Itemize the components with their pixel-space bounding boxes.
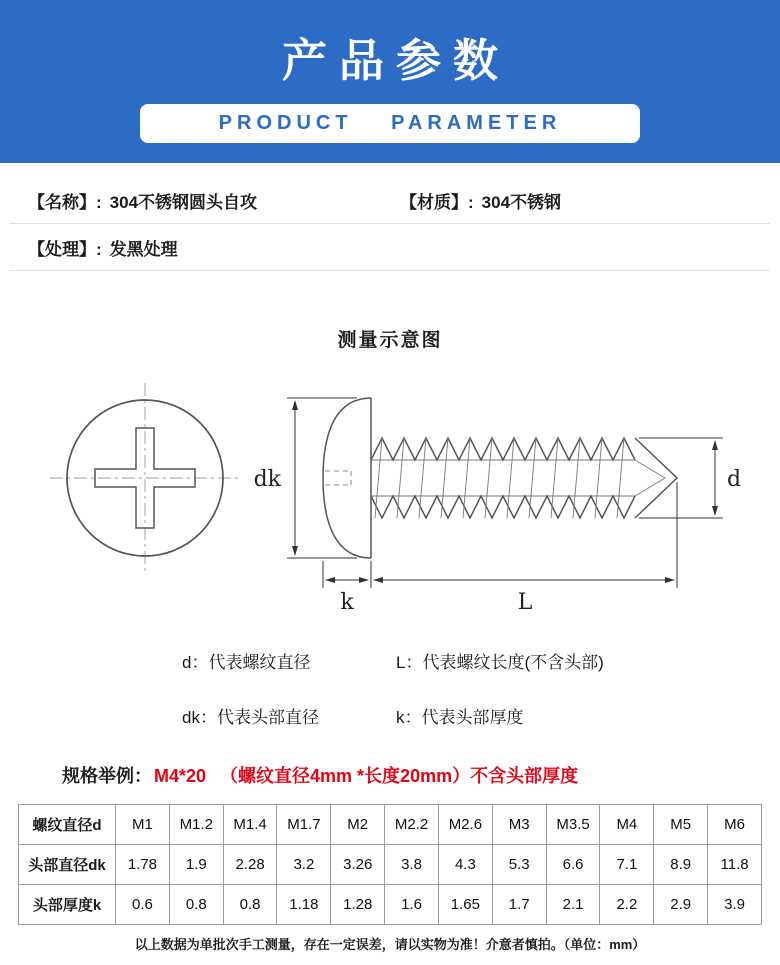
table-row-head-diameter [19, 845, 762, 885]
treatment-label: 【处理】: [28, 239, 102, 259]
screw-measurement-diagram [25, 368, 755, 618]
info-item-material [400, 188, 561, 213]
table-cell: M1.4 [223, 805, 277, 845]
table-cell: 0.6 [116, 885, 170, 925]
table-cell: M4 [600, 805, 654, 845]
name-value: 304不锈钢圆头自攻 [109, 192, 258, 212]
table-cell: 11.8 [708, 845, 762, 885]
dimension-legend [0, 648, 780, 728]
table-cell: 1.6 [385, 885, 439, 925]
treatment-value: 发黑处理 [109, 239, 178, 259]
dimension-k [323, 561, 371, 588]
table-cell: M6 [708, 805, 762, 845]
table-cell: 1.18 [277, 885, 331, 925]
spec-table [18, 804, 762, 925]
thread-core-lines [371, 460, 635, 496]
screw-side-view [323, 398, 677, 558]
diagram-title: 测量示意图 [337, 330, 443, 351]
table-cell: 1.78 [116, 845, 170, 885]
table-cell: 1.65 [438, 885, 492, 925]
table-cell: 2.1 [546, 885, 600, 925]
table-cell: 5.3 [492, 845, 546, 885]
table-cell: M2.6 [438, 805, 492, 845]
table-cell: 3.9 [708, 885, 762, 925]
page-subtitle: PRODUCT PARAMETER [140, 104, 640, 143]
info-item-name [28, 188, 400, 213]
d-label: d [727, 467, 742, 492]
table-cell: 3.26 [331, 845, 385, 885]
table-cell: M5 [654, 805, 708, 845]
info-row-2 [10, 224, 770, 271]
legend-L: L：代表螺纹长度(不含头部) [396, 653, 604, 672]
spec-model: M4*20 [154, 766, 207, 786]
table-cell: M1 [116, 805, 170, 845]
head-profile [323, 398, 371, 558]
table-cell: 2.2 [600, 885, 654, 925]
table-cell: 7.1 [600, 845, 654, 885]
legend-k: k：代表头部厚度 [396, 708, 524, 727]
info-row-1 [10, 177, 770, 224]
k-label: k [340, 590, 354, 615]
info-section [10, 177, 770, 271]
legend-row-2 [0, 703, 780, 728]
spec-detail: （螺纹直径4mm *长度20mm）不含头部厚度 [220, 766, 579, 786]
row-label: 螺纹直径d [19, 805, 116, 845]
dimension-d [639, 438, 723, 518]
table-cell: M2.2 [385, 805, 439, 845]
row-label: 头部厚度k [19, 885, 116, 925]
table-cell: 1.7 [492, 885, 546, 925]
thread-top-zigzag [371, 438, 635, 460]
legend-d: d：代表螺纹直径 [182, 653, 311, 672]
table-cell: M2 [331, 805, 385, 845]
disclaimer-note: 以上数据为单批次手工测量，存在一定误差，请以实物为准！介意者慎拍。（单位：mm） [134, 937, 646, 952]
table-cell: 1.9 [169, 845, 223, 885]
spec-example-line [62, 762, 780, 788]
drive-recess [325, 471, 351, 485]
table-row-head-thickness [19, 885, 762, 925]
table-cell: 3.8 [385, 845, 439, 885]
name-label: 【名称】: [28, 192, 102, 212]
material-label: 【材质】: [400, 192, 474, 212]
legend-row-1 [0, 648, 780, 673]
legend-dk: dk：代表头部直径 [182, 708, 319, 727]
info-item-treatment [28, 235, 400, 260]
table-cell: 2.28 [223, 845, 277, 885]
table-cell: M3.5 [546, 805, 600, 845]
table-cell: 3.2 [277, 845, 331, 885]
table-cell: 0.8 [169, 885, 223, 925]
table-cell: 0.8 [223, 885, 277, 925]
table-cell: 8.9 [654, 845, 708, 885]
table-cell: 6.6 [546, 845, 600, 885]
table-cell: M1.7 [277, 805, 331, 845]
material-value: 304不锈钢 [481, 192, 562, 212]
table-cell: 1.28 [331, 885, 385, 925]
dk-label: dk [253, 467, 281, 492]
table-cell: M3 [492, 805, 546, 845]
table-cell: 4.3 [438, 845, 492, 885]
dimension-dk [287, 398, 357, 558]
screw-point-core [635, 460, 665, 496]
table-cell: M1.2 [169, 805, 223, 845]
L-label: L [517, 590, 533, 615]
spec-prefix: 规格举例： [62, 766, 152, 786]
table-cell: 2.9 [654, 885, 708, 925]
page-title: 产品参数 [281, 35, 510, 86]
row-label: 头部直径dk [19, 845, 116, 885]
table-row-thread-diameter [19, 805, 762, 845]
screw-front-view [50, 383, 240, 573]
screw-point [635, 438, 677, 518]
product-banner [0, 0, 780, 163]
